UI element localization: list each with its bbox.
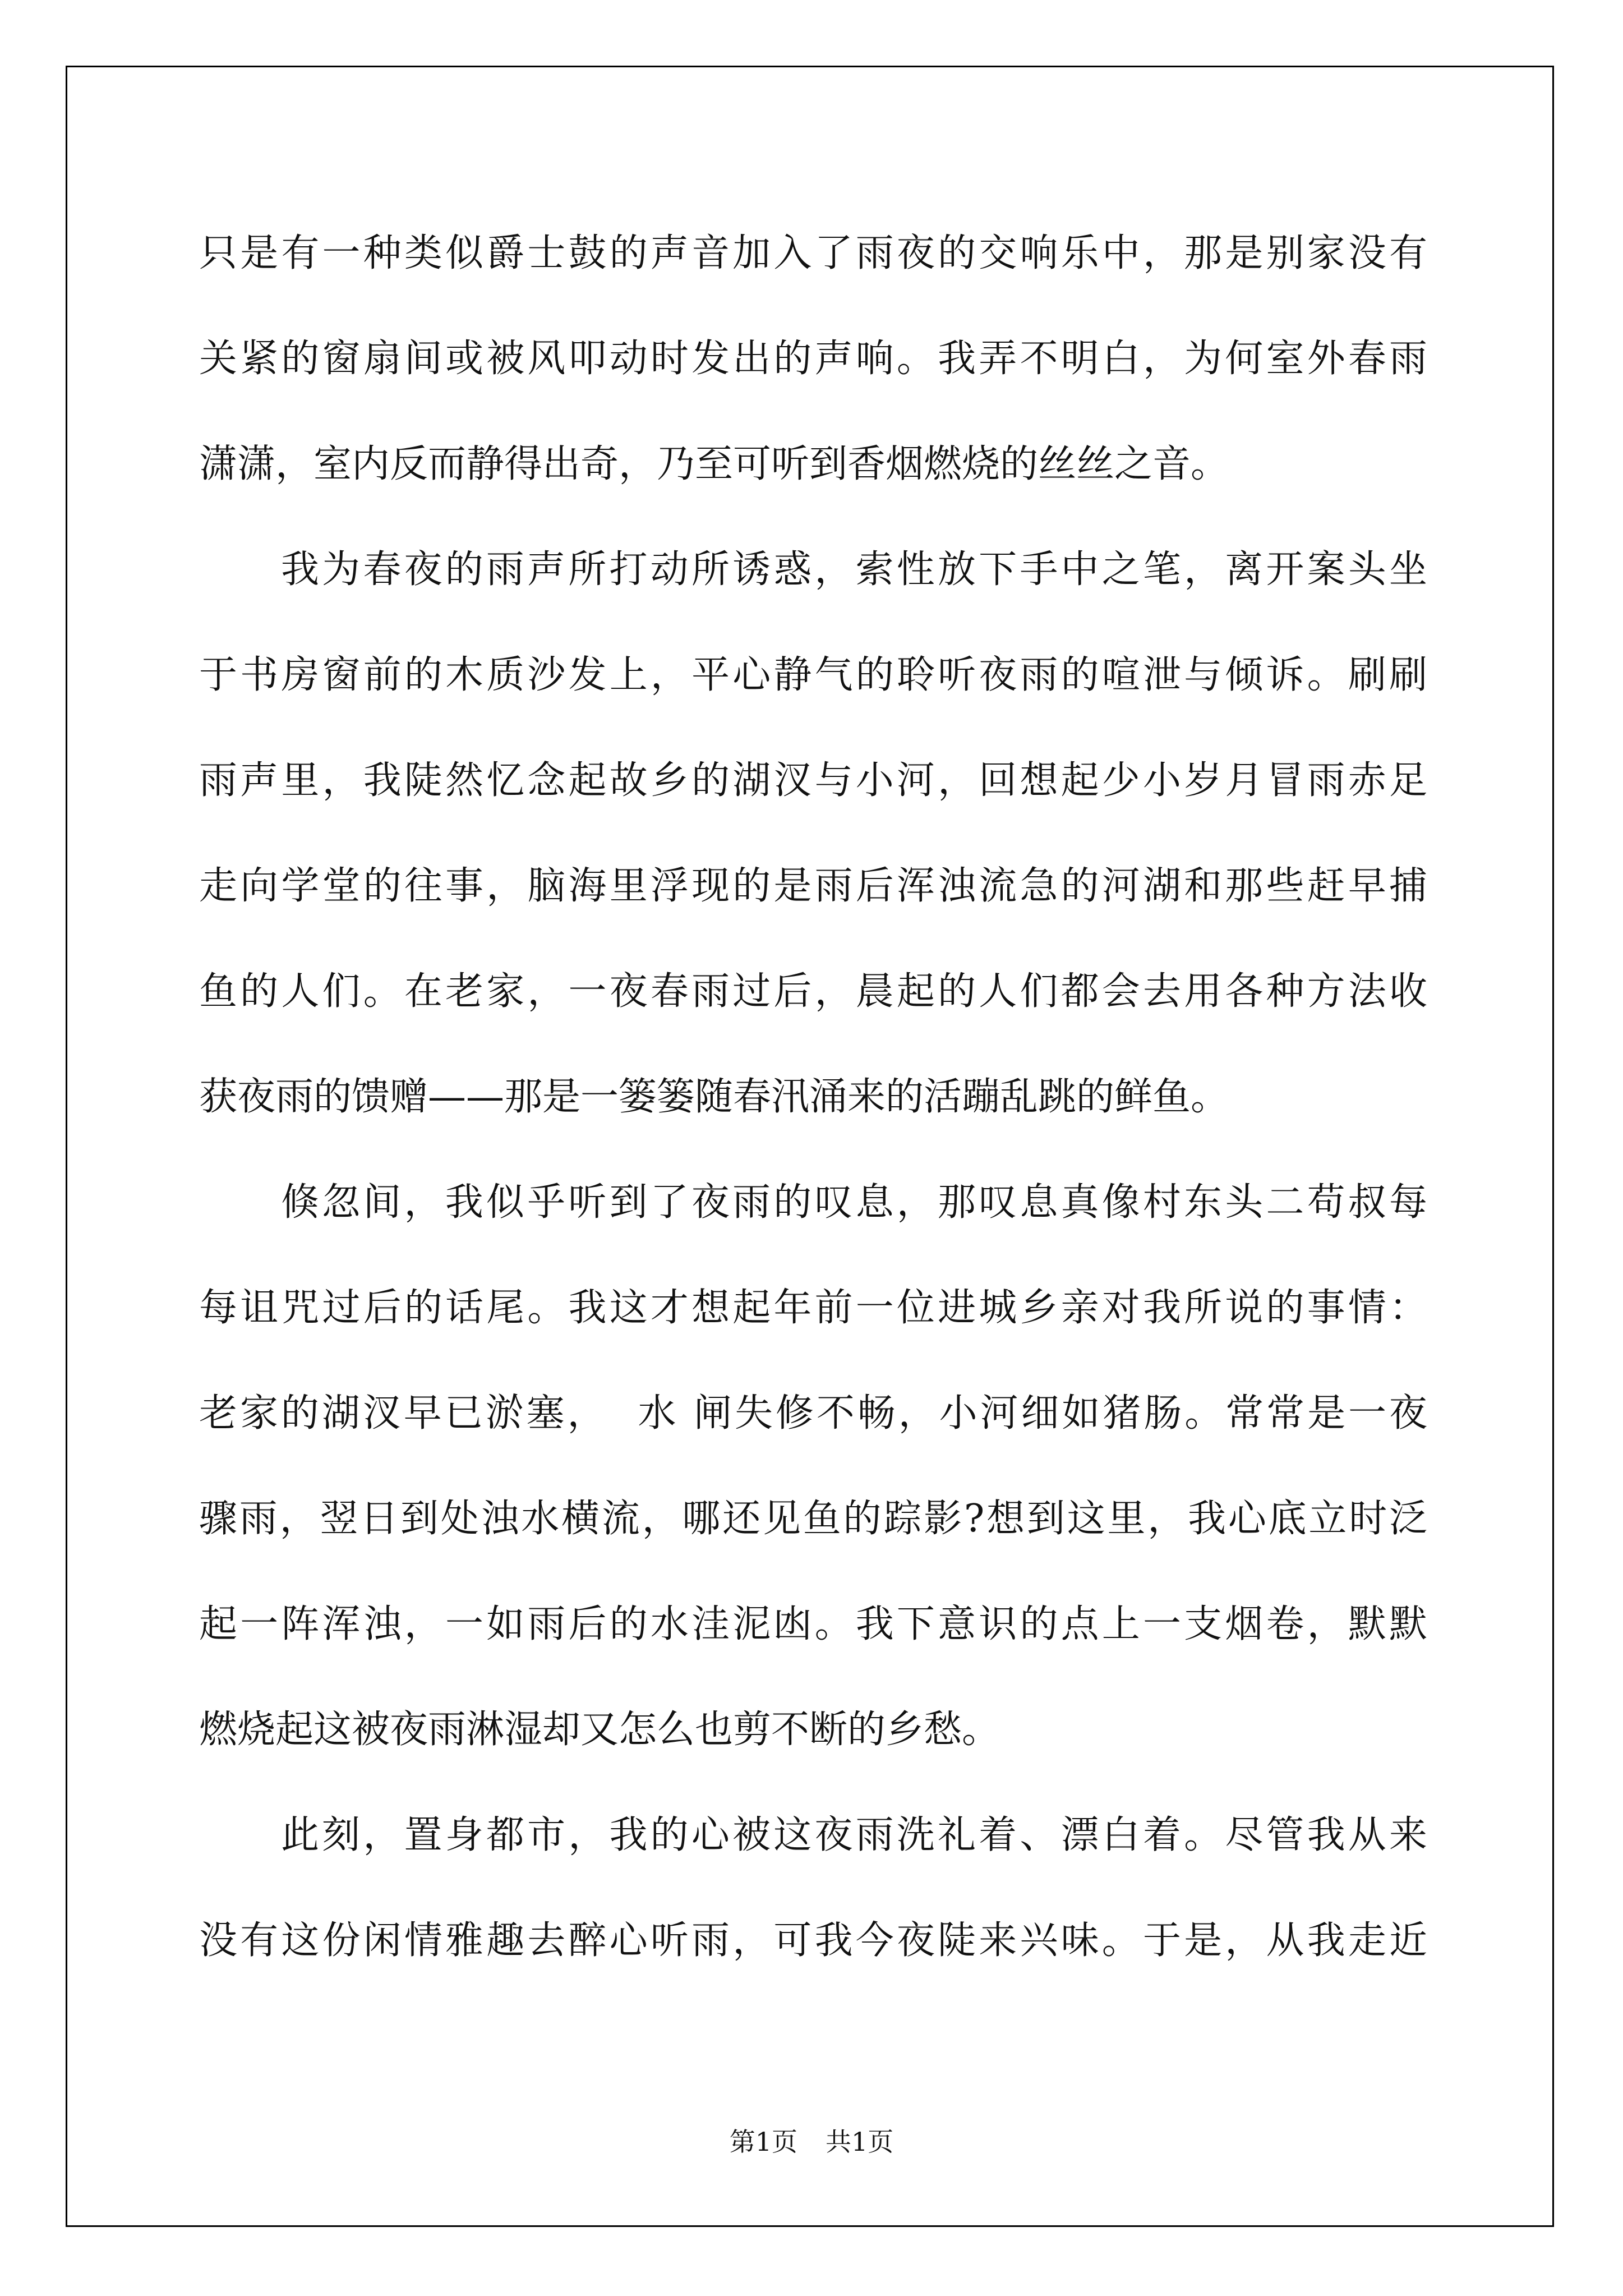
text-line: 每诅咒过后的话尾。我这才想起年前一位进城乡亲对我所说的事情： (199, 1286, 1427, 1330)
page-number-label: 第1页 (729, 2127, 797, 2157)
text-line: 走向学堂的往事，脑海里浮现的是雨后浑浊流急的河湖和那些赶早捕 (199, 864, 1427, 908)
paragraph-first-line: 我为春夜的雨声所打动所诱惑，索性放下手中之笔，离开案头坐 (281, 547, 1427, 592)
page-footer (0, 2125, 1623, 2159)
text-line: 只是有一种类似爵士鼓的声音加入了雨夜的交响乐中，那是别家没有 (199, 231, 1427, 275)
paragraph-first-line: 此刻，置身都市，我的心被这夜雨洗礼着、漂白着。尽管我从来 (281, 1813, 1427, 1857)
text-line: 雨声里，我陡然忆念起故乡的湖汊与小河，回想起少小岁月冒雨赤足 (199, 758, 1427, 803)
text-line: 起一阵浑浊，一如雨后的水洼泥凼。我下意识的点上一支烟卷，默默 (199, 1602, 1427, 1646)
text-line: 获夜雨的馈赠——那是一篓篓随春汛涌来的活蹦乱跳的鲜鱼。 (199, 1075, 1229, 1119)
text-line: 于书房窗前的木质沙发上，平心静气的聆听夜雨的喧泄与倾诉。刷刷 (199, 653, 1427, 697)
text-line: 燃烧起这被夜雨淋湿却又怎么也剪不断的乡愁。 (199, 1708, 1000, 1752)
text-line: 骤雨，翌日到处浊水横流，哪还见鱼的踪影?想到这里，我心底立时泛 (199, 1497, 1427, 1541)
text-line: 老家的湖汊早已淤塞， 水 闸失修不畅，小河细如猪肠。常常是一夜 (199, 1391, 1427, 1435)
text-line: 鱼的人们。在老家，一夜春雨过后，晨起的人们都会去用各种方法收 (199, 969, 1427, 1014)
text-line: 潇潇，室内反而静得出奇，乃至可听到香烟燃烧的丝丝之音。 (199, 442, 1229, 486)
page-total-label: 共1页 (826, 2127, 894, 2157)
text-line: 关紧的窗扇间或被风叩动时发出的声响。我弄不明白，为何室外春雨 (199, 337, 1427, 381)
paragraph-first-line: 倏忽间，我似乎听到了夜雨的叹息，那叹息真像村东头二苟叔每 (281, 1180, 1427, 1225)
document-body (199, 201, 1427, 1994)
text-line: 没有这份闲情雅趣去醉心听雨，可我今夜陡来兴味。于是，从我走近 (199, 1918, 1427, 1963)
